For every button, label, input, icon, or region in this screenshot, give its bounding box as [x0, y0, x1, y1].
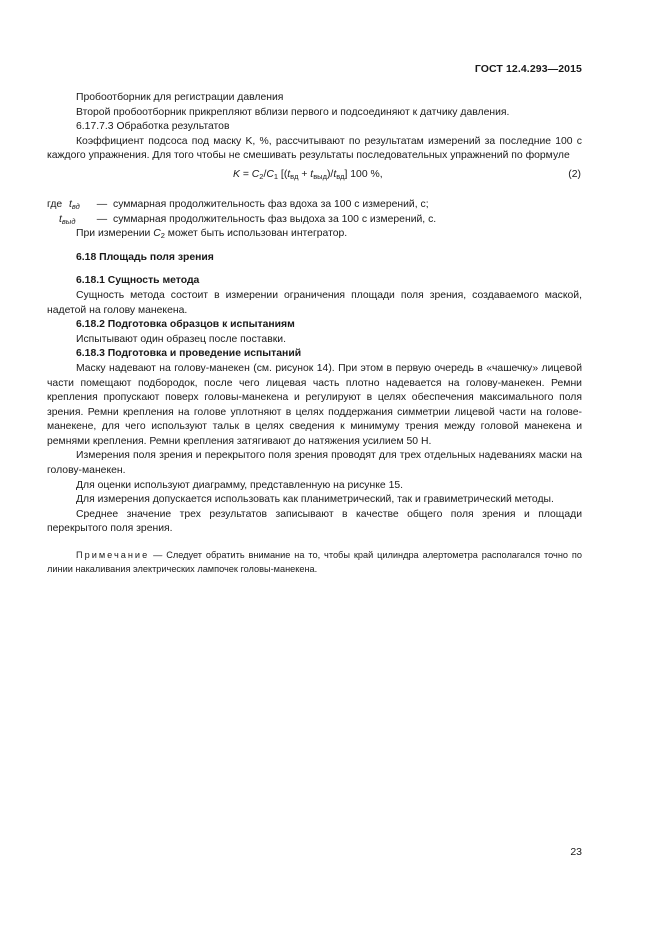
- formula-tail: ] 100 %,: [344, 168, 383, 180]
- formula-c1: C: [266, 168, 274, 180]
- formula-c2: C: [251, 168, 260, 180]
- formula-t1-sub: вд: [290, 171, 299, 181]
- definition-dash: —: [96, 213, 108, 225]
- note: [47, 549, 582, 576]
- page-number: 23: [570, 846, 582, 858]
- section-6-18-title: 6.18 Площадь поля зрения: [76, 251, 214, 263]
- formula-definitions: [47, 198, 582, 242]
- definition-text: суммарная продолжительность фаз выдоха за 100 с измерений, с.: [113, 213, 437, 225]
- section-6-18-2-title: 6.18.2 Подготовка образцов к испытаниям: [76, 319, 295, 331]
- def2-sym: t: [59, 213, 62, 225]
- formula-t1: t: [287, 168, 291, 180]
- definition-t-vyd: [47, 213, 582, 228]
- formula-t3-sub: вд: [336, 171, 345, 181]
- paragraph-leak-coefficient: Коэффициент подсоса под маску K, %, рассчитывают по результатам измерений за последние 100 с каждого упражнения. Для того чтобы не смешивать результаты последовательных упражнений по формуле: [47, 135, 582, 162]
- def1-sym: t: [69, 198, 72, 210]
- section-6-18-3-p4: Для измерения допускается использовать как планиметрический, так и гравиметрический методы.: [76, 494, 554, 506]
- note-label: Примечание: [76, 550, 150, 561]
- subsection-6-17-7-3-title: 6.17.7.3 Обработка результатов: [76, 121, 230, 133]
- formula-slash: /: [263, 168, 267, 180]
- formula-k: K: [233, 168, 240, 180]
- integrator-note: При измерении $C_2$ может быть использован интегратор.: [76, 228, 348, 241]
- formula-2: [233, 168, 383, 183]
- definition-dash: —: [96, 198, 108, 210]
- formula-c1-sub: 1: [273, 171, 279, 181]
- document-body: [47, 91, 582, 585]
- formula-t2-sub: выд: [313, 171, 327, 181]
- section-6-18-3-title: 6.18.3 Подготовка и проведение испытаний: [76, 348, 302, 360]
- formula-open: [(: [278, 168, 288, 180]
- formula-row: [47, 168, 582, 192]
- section-6-18-2-text: Испытывают один образец после поставки.: [76, 333, 286, 345]
- section-6-18-3-p1: Маску надевают на голову-манекен (см. рисунок 14). При этом в первую очередь в «чашечку» лицевой части помещают подбородок, после чего лицевая часть плотно надевается на голову-манекен. Ремни крепления пропускают поверх головы-манекена и регулируют в целях обеспечения максимального поля зрения. Ремни крепления на голове уплотняют в целях поддержания симметрии лицевой части на голове-манекене, для чего используют тальк в целях сведения к минимуму трения между головой манекена и ремнями крепления. Ремни крепления затягивают до натяжения усилием 50 Н.: [47, 362, 582, 447]
- section-6-18-3-p5: Среднее значение трех результатов записывают в качестве общего поля зрения и площади перекрытого поля зрения.: [47, 508, 582, 535]
- where-label: где: [47, 198, 63, 210]
- formula-t3: t: [333, 168, 337, 180]
- note-text: Следует обратить внимание на то, чтобы край цилиндра алертометра располагался точно по линии накаливания электрических лампочек головы-манекена.: [47, 550, 582, 574]
- line-second-sampler: Второй пробоотборник прикрепляют вблизи первого и подсоединяют к датчику давления.: [76, 106, 510, 118]
- definition-text: суммарная продолжительность фаз вдоха за 100 с измерений, с;: [113, 198, 429, 210]
- formula-div: )/: [326, 168, 334, 180]
- document-id-header: ГОСТ 12.4.293—2015: [474, 63, 582, 75]
- section-6-18-1-text: Сущность метода состоит в измерении ограничения площади поля зрения, создаваемого маской, надетой на голову манекена.: [47, 289, 582, 316]
- formula-eq: =: [239, 168, 252, 180]
- section-6-18-3-p2: Измерения поля зрения и перекрытого поля зрения проводят для трех отдельных надеваниях маски на голову-манекен.: [47, 450, 582, 477]
- formula-plus: +: [298, 168, 311, 180]
- definition-symbol: [69, 198, 91, 213]
- formula-c2-sub: 2: [259, 171, 264, 181]
- definition-symbol: [59, 213, 91, 228]
- line-sampler-pressure: Пробоотборник для регистрации давления: [76, 92, 284, 103]
- section-6-18-3-p3: Для оценки используют диаграмму, представленную на рисунке 15.: [76, 479, 404, 491]
- formula-number: (2): [568, 168, 581, 180]
- def1-sub: вд: [71, 201, 80, 211]
- def2-sub: выд: [61, 216, 76, 226]
- formula-t2: t: [310, 168, 314, 180]
- section-6-18-1-title: 6.18.1 Сущность метода: [76, 275, 200, 287]
- note-dash: —: [149, 550, 167, 561]
- definition-t-vd: [47, 198, 582, 213]
